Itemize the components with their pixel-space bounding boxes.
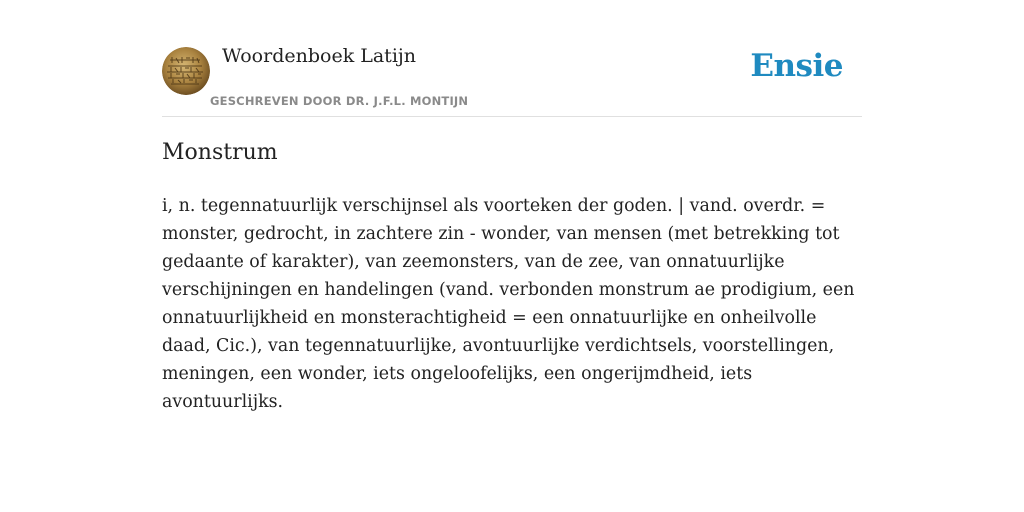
inscription-logo-icon[interactable] [162, 47, 210, 95]
entry-definition: i, n. tegennatuurlijk verschijnsel als voorteken der goden. | vand. overdr. = monster, gedrocht, in zachtere zin - wonder, van mensen (met betrekking tot gedaante of karakter), van zeemonsters, van de zee, van onnatuurlijke verschijningen en handelingen (vand. verbonden monstrum ae prodigium, een onnatuurlijkheid en monsterachtigheid = een onnatuurlijke en onheilvolle daad, Cic.), van tegennatuurlijke, avontuurlijke verdichtsels, voorstellingen, meningen, een wonder, iets ongeloofelijks, een ongerijmdheid, iets avontuurlijks. [162, 196, 855, 412]
site-title-link[interactable]: Woordenboek Latijn [222, 45, 417, 67]
ensie-brand-logo[interactable]: Ensie [750, 48, 843, 84]
site-header [162, 0, 862, 117]
entry-title: Monstrum [162, 140, 278, 165]
author-byline: GESCHREVEN DOOR DR. J.F.L. MONTIJN [210, 94, 469, 108]
page-container [162, 0, 862, 412]
